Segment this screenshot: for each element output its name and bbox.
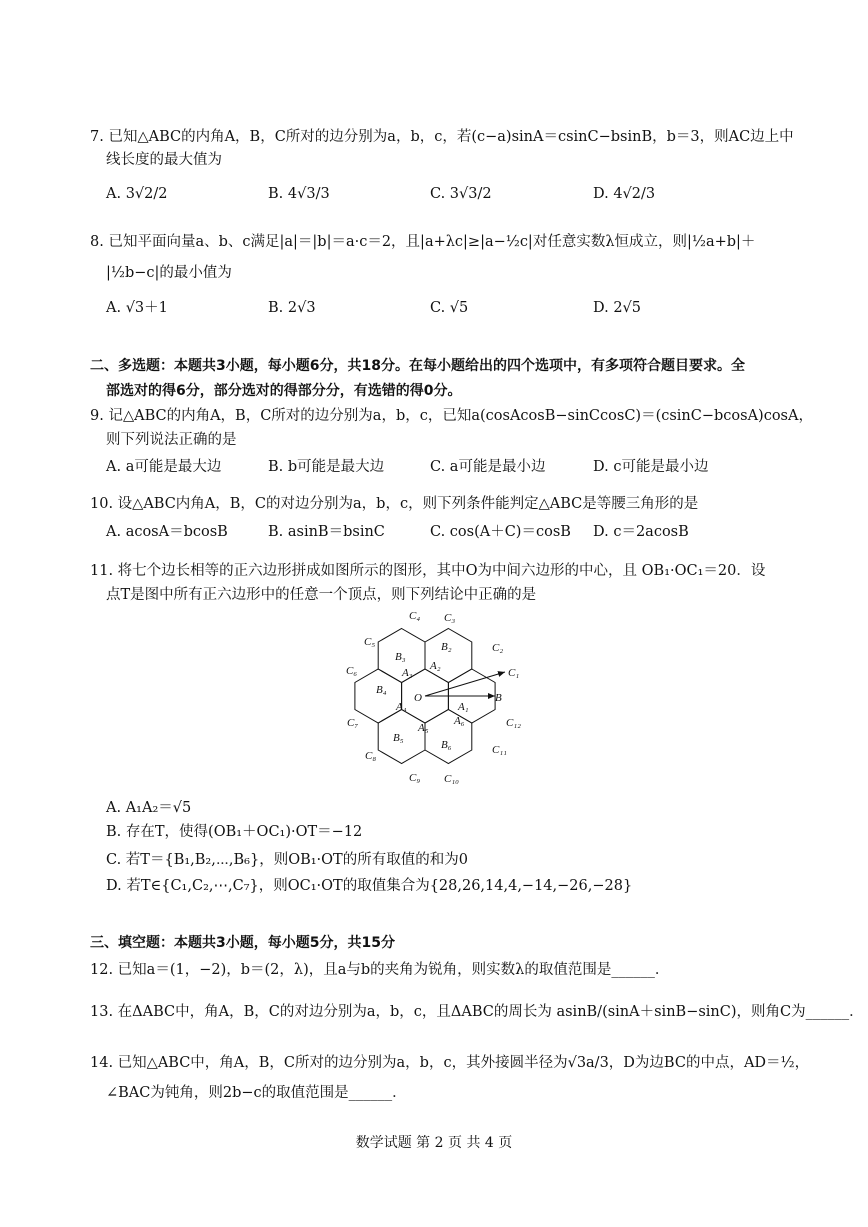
q14-stem-line1: 14. 已知△ABC中，角A，B，C所对的边分别为a，b，c，其外接圆半径为√3a/3，D为边BC的中点，AD＝½， xyxy=(90,1055,810,1071)
label-c1: C₁ xyxy=(508,667,520,679)
q7-option-b: B. 4√3/3 xyxy=(268,186,330,202)
label-c5: C₅ xyxy=(364,636,376,648)
q10-option-a: A. acosA＝bcosB xyxy=(106,524,228,540)
q9-option-c: C. a可能是最小边 xyxy=(430,459,546,475)
section2-title-line2: 部选对的得6分，部分选对的得部分分，有选错的得0分。 xyxy=(106,383,462,399)
label-b6: B₆ xyxy=(441,739,452,751)
label-c6: C₆ xyxy=(346,665,358,677)
label-b5: B₅ xyxy=(393,732,404,744)
label-c4: C₄ xyxy=(409,610,421,622)
q9-option-a: A. a可能是最大边 xyxy=(106,459,222,475)
label-c12: C₁₂ xyxy=(506,717,521,729)
label-b: B xyxy=(495,692,502,704)
q13-stem: 13. 在ΔABC中，角A，B，C的对边分别为a，b，c，且ΔABC的周长为 asinB/(sinA＋sinB−sinC)，则角C为______． xyxy=(90,1004,864,1020)
q8-stem-line2: |½b−c|的最小值为 xyxy=(106,265,232,281)
label-b3: B₃ xyxy=(395,651,406,663)
q9-option-b: B. b可能是最大边 xyxy=(268,459,385,475)
q9-stem-line2: 则下列说法正确的是 xyxy=(106,432,237,448)
q10-option-b: B. asinB＝bsinC xyxy=(268,524,385,540)
q7-option-c: C. 3√3/2 xyxy=(430,186,492,202)
q11-option-d: D. 若T∈{C₁,C₂,⋯,C₇}，则OC₁·OT的取值集合为{28,26,14,4,−14,−26,−28} xyxy=(106,878,633,894)
q9-stem-line1: 9. 记△ABC的内角A，B，C所对的边分别为a，b，c，已知a(cosAcosB−sinCcosC)＝(csinC−bcosA)cosA， xyxy=(90,408,813,424)
hexagon-3 xyxy=(355,669,402,723)
q11-option-a: A. A₁A₂＝√5 xyxy=(106,800,192,816)
q9-option-d: D. c可能是最小边 xyxy=(593,459,709,475)
q8-option-d: D. 2√5 xyxy=(593,300,642,316)
q8-option-c: C. √5 xyxy=(430,300,469,316)
section2-title-line1: 二、多选题：本题共3小题，每小题6分，共18分。在每小题给出的四个选项中，有多项符合题目要求。全 xyxy=(90,358,745,374)
q10-option-c: C. cos(A＋C)＝cosB xyxy=(430,524,571,540)
label-c8: C₈ xyxy=(365,750,377,762)
label-a2: A₂ xyxy=(430,660,441,672)
label-b2: B₂ xyxy=(441,641,452,653)
label-c2: C₂ xyxy=(492,642,504,654)
label-c10: C₁₀ xyxy=(444,773,459,785)
hexagon-6 xyxy=(425,710,472,764)
label-a3: A₃ xyxy=(402,667,413,679)
label-c11: C₁₁ xyxy=(492,744,507,756)
page-footer: 数学试题 第 2 页 共 4 页 xyxy=(355,1135,513,1151)
q14-stem-line2: ∠BAC为钝角，则2b−c的取值范围是______． xyxy=(106,1085,407,1101)
q12-stem: 12. 已知a＝(1，−2)，b＝(2，λ)，且a与b的夹角为锐角，则实数λ的取值范围是______． xyxy=(90,962,670,978)
q11-option-c: C. 若T＝{B₁,B₂,⋯,B₆}，则OB₁·OT的所有取值的和为0 xyxy=(106,852,468,868)
q11-option-b: B. 存在T，使得(OB₁＋OC₁)·OT＝−12 xyxy=(106,824,363,840)
section3-title: 三、填空题：本题共3小题，每小题5分，共15分 xyxy=(90,935,395,951)
q7-option-d: D. 4√2/3 xyxy=(593,186,656,202)
label-c7: C₇ xyxy=(347,717,359,729)
label-c3: C₃ xyxy=(444,612,456,624)
q7-stem-line2: 线长度的最大值为 xyxy=(106,152,222,168)
q8-stem-line1: 8. 已知平面向量a、b、c满足|a|＝|b|＝a·c＝2，且|a+λc|≥|a−½c|对任意实数λ恒成立，则|½a+b|＋ xyxy=(90,234,756,250)
q8-option-b: B. 2√3 xyxy=(268,300,316,316)
hexagon-figure xyxy=(330,603,540,788)
label-a5: A₅ xyxy=(418,722,429,734)
q11-stem-line1: 11. 将七个边长相等的正六边形拼成如图所示的图形，其中O为中间六边形的中心，且 OB₁·OC₁＝20．设 xyxy=(90,563,766,579)
label-a1: A₁ xyxy=(458,701,469,713)
q7-stem-line1: 7. 已知△ABC的内角A，B，C所对的边分别为a，b，c，若(c−a)sinA＝csinC−bsinB，b＝3，则AC边上中 xyxy=(90,129,794,145)
hexagon-4 xyxy=(425,629,472,683)
label-b4: B₄ xyxy=(376,684,387,696)
q8-option-a: A. √3＋1 xyxy=(106,300,168,316)
label-o: O xyxy=(414,692,422,704)
label-c9: C₉ xyxy=(409,772,421,784)
q11-stem-line2: 点T是图中所有正六边形中的任意一个顶点，则下列结论中正确的是 xyxy=(106,587,537,603)
label-a6: A₆ xyxy=(454,715,465,727)
q10-option-d: D. c＝2acosB xyxy=(593,524,689,540)
label-a4: A₄ xyxy=(396,701,407,713)
q10-stem: 10. 设△ABC内角A，B，C的对边分别为a，b，c，则下列条件能判定△ABC是等腰三角形的是 xyxy=(90,496,699,512)
q7-option-a: A. 3√2/2 xyxy=(106,186,168,202)
